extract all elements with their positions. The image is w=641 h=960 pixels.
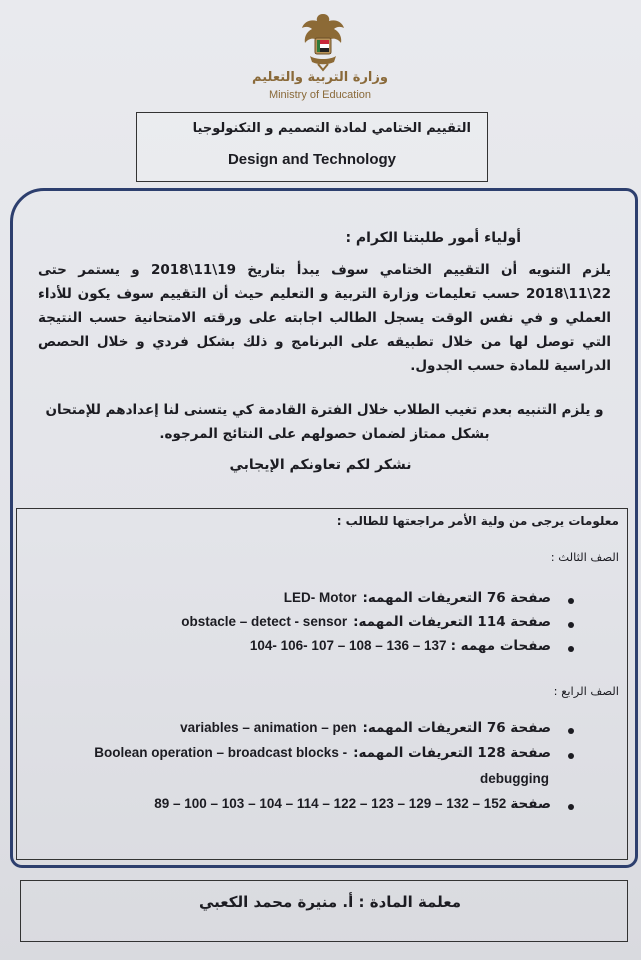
bullet-icon <box>568 622 574 628</box>
list-item: صفحة 114 التعريفات المهمه: obstacle – detect - sensor <box>181 614 551 630</box>
list-item-continuation: debugging <box>480 771 549 786</box>
info-heading: معلومات يرجى من ولية الأمر مراجعتها للطالب : <box>336 514 619 528</box>
paragraph-attendance: و يلزم التنبيه بعدم تغيب الطلاب خلال الفترة القادمة كي يتسنى لنا إعدادهم للإمتحان بشكل ممتاز لضمان حصولهم على النتائج المرجوه. <box>45 402 604 442</box>
footer-box <box>20 880 628 942</box>
list-item: صفحة 128 التعريفات المهمه: Boolean operation – broadcast blocks - <box>94 745 551 761</box>
title-arabic: التقييم الختامي لمادة التصميم و التكنولوجيا <box>192 121 471 136</box>
uae-falcon-emblem-icon <box>296 10 350 72</box>
bullet-icon <box>568 646 574 652</box>
paragraph-assessment-dates: يلزم التنويه أن التقييم الختامي سوف يبدأ بتاريخ 19\11\2018 و يستمر حتى 22\11\2018 حسب تعليمات وزارة التربية و التعليم حيث أن التقييم سوف يكون للأداء العملي و في نفس الوقت يسجل الطالب اجابته على ورقته الامتحانية حسب النتيجة التي توصل لها من خلال تطبيقه على البرنامج و ذلك بشكل فردي و خلال الحصص الدراسية للمادة حسب الجدول. <box>38 262 611 374</box>
list-item: صفحة 76 التعريفات المهمه: LED- Motor <box>283 590 551 606</box>
teacher-name: معلمة المادة : أ. منيرة محمد الكعبي <box>198 893 461 911</box>
title-english: Design and Technology <box>227 151 397 168</box>
list-item: صفحات مهمه : 104- 106- 107 – 108 – 136 – 137 <box>249 638 551 654</box>
ministry-name-arabic: وزارة التربية والتعليم <box>252 70 388 85</box>
salutation: أولياء أمور طلبتنا الكرام : <box>345 230 521 246</box>
list-item: صفحة 89 – 100 – 103 – 104 – 114 – 122 – 123 – 129 – 132 – 152 <box>154 796 551 812</box>
grade3-label: الصف الثالث : <box>550 550 619 564</box>
ministry-name-english: Ministry of Education <box>268 89 372 101</box>
thanks-line: نشكر لكم تعاونكم الإيجابي <box>229 457 412 473</box>
bullet-icon <box>568 753 574 759</box>
bullet-icon <box>568 728 574 734</box>
title-box <box>136 112 488 182</box>
list-item: صفحة 76 التعريفات المهمه: variables – animation – pen <box>180 720 551 736</box>
grade4-label: الصف الرابع : <box>553 684 619 698</box>
bullet-icon <box>568 598 574 604</box>
bullet-icon <box>568 804 574 810</box>
